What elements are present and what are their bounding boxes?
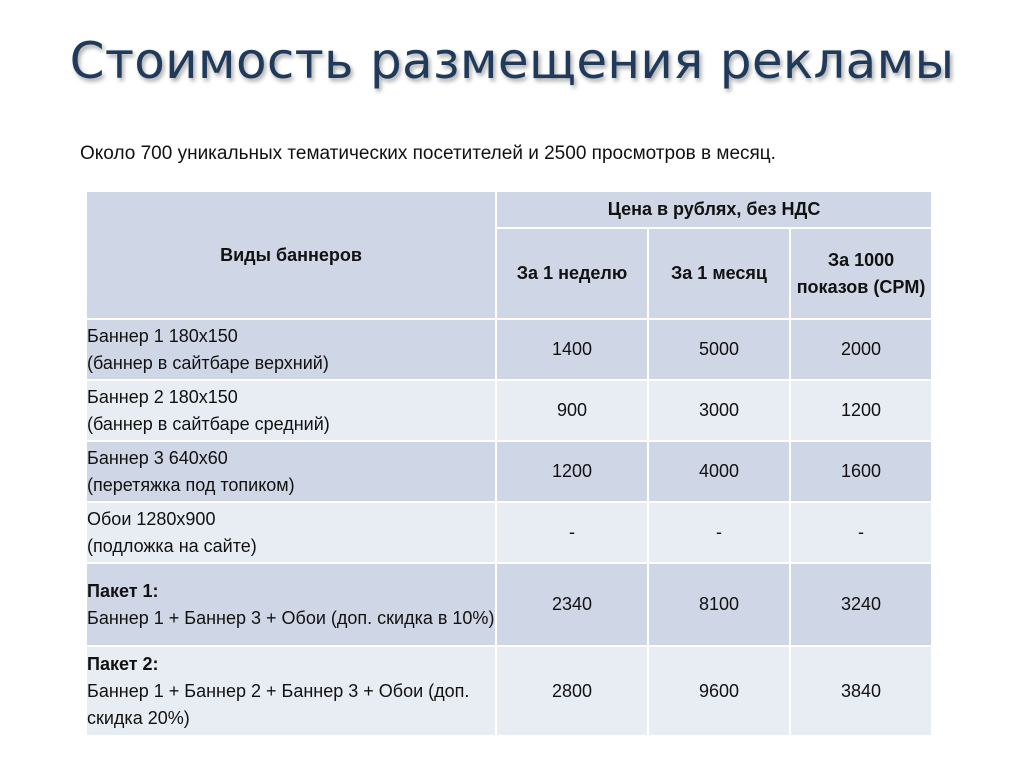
cell-month: 3000 bbox=[648, 380, 790, 441]
row-desc: (перетяжка под топиком) bbox=[87, 474, 295, 495]
row-label bbox=[86, 441, 496, 502]
table-row bbox=[86, 646, 932, 736]
table-row bbox=[86, 502, 932, 563]
cell-cpm: 2000 bbox=[790, 319, 932, 380]
row-name: Баннер 2 180x150 bbox=[87, 386, 238, 407]
cell-cpm: 1600 bbox=[790, 441, 932, 502]
row-desc: Баннер 1 + Баннер 2 + Баннер 3 + Обои (доп. скидка 20%) bbox=[87, 680, 470, 728]
row-name: Баннер 3 640x60 bbox=[87, 447, 228, 468]
row-desc: (баннер в сайтбаре средний) bbox=[87, 413, 330, 434]
cell-month: 9600 bbox=[648, 646, 790, 736]
row-name: Пакет 2: bbox=[87, 653, 159, 674]
cell-week: 1400 bbox=[496, 319, 648, 380]
price-table bbox=[85, 190, 933, 737]
row-name: Баннер 1 180x150 bbox=[87, 325, 238, 346]
header-week: За 1 неделю bbox=[496, 228, 648, 319]
table-row bbox=[86, 380, 932, 441]
page-subtitle: Около 700 уникальных тематических посетителей и 2500 просмотров в месяц. bbox=[80, 143, 776, 164]
cell-cpm: 1200 bbox=[790, 380, 932, 441]
cell-cpm: - bbox=[790, 502, 932, 563]
table-row bbox=[86, 441, 932, 502]
row-desc: Баннер 1 + Баннер 3 + Обои (доп. скидка в 10%) bbox=[87, 607, 495, 628]
row-name: Пакет 1: bbox=[87, 580, 159, 601]
cell-week: 900 bbox=[496, 380, 648, 441]
header-banner-types: Виды баннеров bbox=[86, 191, 496, 319]
cell-week: - bbox=[496, 502, 648, 563]
cell-week: 1200 bbox=[496, 441, 648, 502]
page-title: Стоимость размещения рекламы bbox=[69, 32, 955, 90]
row-label bbox=[86, 380, 496, 441]
row-label bbox=[86, 319, 496, 380]
cell-week: 2800 bbox=[496, 646, 648, 736]
header-cpm: За 1000 показов (CPM) bbox=[790, 228, 932, 319]
table-row bbox=[86, 563, 932, 646]
row-label bbox=[86, 502, 496, 563]
cell-week: 2340 bbox=[496, 563, 648, 646]
cell-month: 4000 bbox=[648, 441, 790, 502]
cell-cpm: 3840 bbox=[790, 646, 932, 736]
cell-month: 8100 bbox=[648, 563, 790, 646]
row-desc: (подложка на сайте) bbox=[87, 535, 257, 556]
cell-cpm: 3240 bbox=[790, 563, 932, 646]
row-label bbox=[86, 646, 496, 736]
row-desc: (баннер в сайтбаре верхний) bbox=[87, 352, 329, 373]
row-label bbox=[86, 563, 496, 646]
cell-month: 5000 bbox=[648, 319, 790, 380]
table-row bbox=[86, 319, 932, 380]
row-name: Обои 1280x900 bbox=[87, 508, 216, 529]
cell-month: - bbox=[648, 502, 790, 563]
header-month: За 1 месяц bbox=[648, 228, 790, 319]
header-price: Цена в рублях, без НДС bbox=[496, 191, 932, 228]
